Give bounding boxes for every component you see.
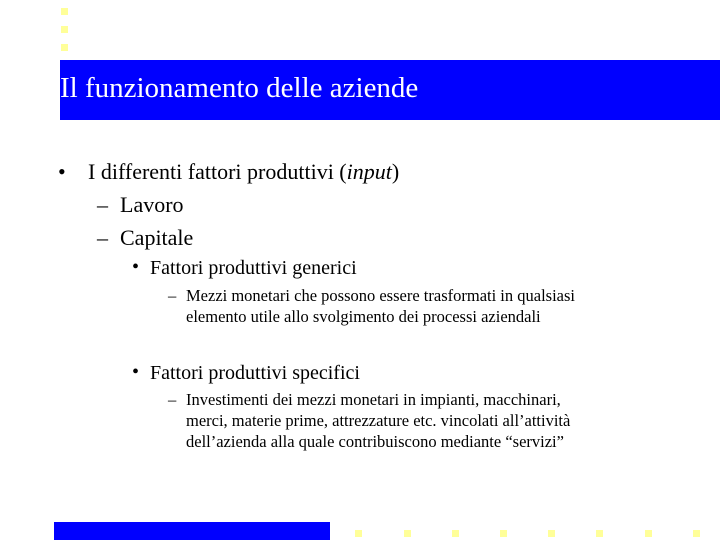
- accent-dot: [548, 530, 555, 537]
- bullet-text-end: ): [391, 159, 400, 184]
- generic-factors-detail-line: elemento utile allo svolgimento dei processi aziendali: [186, 307, 541, 326]
- accent-dot: [645, 530, 652, 537]
- accent-dot: [596, 530, 603, 537]
- specific-factors-detail-line: Investimenti dei mezzi monetari in impianti, macchinari,: [186, 390, 561, 409]
- slide-title: Il funzionamento delle aziende: [60, 72, 419, 104]
- generic-factors-heading: Fattori produttivi generici: [150, 257, 357, 279]
- sub-item-lavoro: Lavoro: [120, 192, 184, 217]
- accent-dot: [61, 8, 68, 15]
- bullet-marker: •: [58, 159, 66, 184]
- accent-dot: [355, 530, 362, 537]
- dash-marker: –: [168, 390, 177, 409]
- accent-dot: [693, 530, 700, 537]
- bullet-input-factors: [88, 159, 399, 185]
- bottom-bar: [54, 522, 330, 540]
- bullet-text: I differenti fattori produttivi (: [88, 159, 347, 184]
- bullet-emphasis: input: [346, 159, 392, 184]
- dash-marker: –: [168, 286, 177, 305]
- accent-dot: [404, 530, 411, 537]
- accent-dot: [61, 44, 68, 51]
- bullet-marker: •: [132, 256, 140, 278]
- sub-item-capitale: Capitale: [120, 225, 194, 250]
- dash-marker: –: [97, 192, 108, 217]
- dash-marker: –: [97, 225, 108, 250]
- accent-dot: [500, 530, 507, 537]
- specific-factors-heading: Fattori produttivi specifici: [150, 362, 360, 384]
- accent-dot: [452, 530, 459, 537]
- specific-factors-detail-line: merci, materie prime, attrezzature etc. vincolati all’attività: [186, 411, 571, 430]
- bullet-marker: •: [132, 361, 140, 383]
- specific-factors-detail-line: dell’azienda alla quale contribuiscono mediante “servizi”: [186, 432, 564, 451]
- accent-dot: [61, 26, 68, 33]
- generic-factors-detail-line: Mezzi monetari che possono essere trasformati in qualsiasi: [186, 286, 576, 305]
